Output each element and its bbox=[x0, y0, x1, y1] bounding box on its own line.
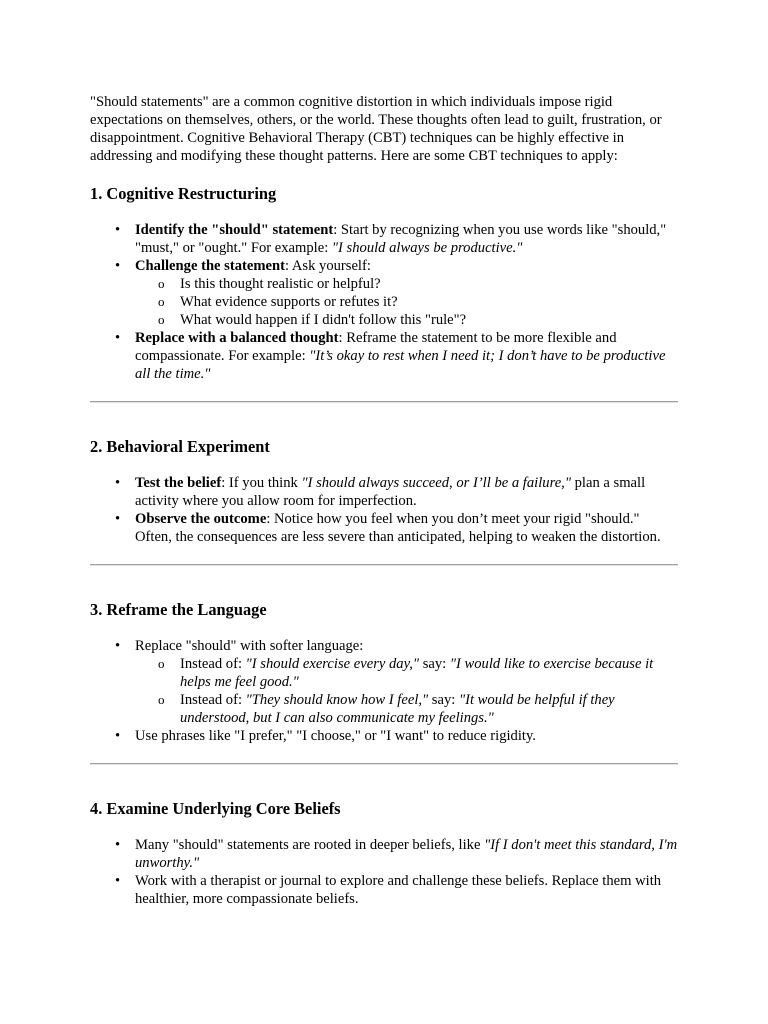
item-text: : Notice how you feel when you don’t meet your rigid "should." Often, the consequences are less severe than anticipated, helping to weaken the distortion. bbox=[135, 511, 661, 545]
item-text: Instead of: bbox=[180, 656, 246, 672]
item-text: : Reframe the statement to be more flexible and compassionate. For example: bbox=[135, 330, 617, 364]
section-divider bbox=[90, 763, 678, 765]
item-text: say: bbox=[419, 656, 450, 672]
document-body bbox=[90, 93, 678, 908]
list-item bbox=[135, 637, 678, 727]
bold-term: Test the belief bbox=[135, 475, 222, 491]
bold-term: Observe the outcome bbox=[135, 511, 267, 527]
sub-list-item: o Is this thought realistic or helpful? bbox=[180, 275, 678, 293]
list-item: • Work with a therapist or journal to explore and challenge these beliefs. Replace them with healthier, more compassionate beliefs. bbox=[135, 872, 678, 908]
item-text: : Start by recognizing when you use words like "should," "must," or "ought." For example: bbox=[135, 222, 667, 256]
list-item bbox=[135, 474, 678, 510]
example-quote: "They should know how I feel," bbox=[245, 692, 429, 708]
list-item bbox=[135, 836, 678, 872]
item-text: Many "should" statements are rooted in deeper beliefs, like bbox=[135, 837, 485, 853]
section-divider bbox=[90, 564, 678, 566]
example-quote: "It would be helpful if they understood, but I can also communicate my feelings." bbox=[180, 692, 615, 726]
example-quote: "I should always succeed, or I’ll be a failure," bbox=[301, 475, 571, 491]
sub-list bbox=[135, 275, 678, 329]
example-quote: "I should exercise every day," bbox=[245, 656, 420, 672]
bold-term: Challenge the statement bbox=[135, 258, 285, 274]
item-text: plan a small activity where you allow room for imperfection. bbox=[135, 475, 646, 509]
sub-list-item bbox=[180, 655, 678, 691]
section-2-list bbox=[90, 474, 678, 546]
section-heading-cognitive-restructuring: 1. Cognitive Restructuring bbox=[90, 184, 277, 203]
section-4-list bbox=[90, 836, 678, 908]
list-item bbox=[135, 329, 678, 383]
list-item: • Use phrases like "I prefer," "I choose," or "I want" to reduce rigidity. bbox=[135, 727, 678, 745]
section-heading-core-beliefs: 4. Examine Underlying Core Beliefs bbox=[90, 799, 341, 818]
sub-list bbox=[135, 655, 678, 727]
sub-list-item: o What would happen if I didn't follow this "rule"? bbox=[180, 311, 678, 329]
intro-paragraph: "Should statements" are a common cognitive distortion in which individuals impose rigid expectations on themselves, others, or the world. These thoughts often lead to guilt, frustration, or disappointment. Cognitive Behavioral Therapy (CBT) techniques can be highly effective in addressing and modifying these thought patterns. Here are some CBT techniques to apply: bbox=[90, 94, 662, 164]
sub-list-item bbox=[180, 691, 678, 727]
item-text: : If you think bbox=[221, 475, 302, 491]
section-1-list bbox=[90, 221, 678, 383]
list-item bbox=[135, 510, 678, 546]
example-quote: "I would like to exercise because it helps me feel good." bbox=[180, 656, 654, 690]
item-text: Instead of: bbox=[180, 692, 246, 708]
section-heading-reframe-language: 3. Reframe the Language bbox=[90, 600, 267, 619]
example-quote: "I should always be productive." bbox=[331, 240, 523, 256]
example-quote: "It’s okay to rest when I need it; I don’t have to be productive all the time." bbox=[135, 348, 666, 382]
bold-term: Identify the "should" statement bbox=[135, 222, 334, 238]
list-item bbox=[135, 257, 678, 329]
sub-list-item: o What evidence supports or refutes it? bbox=[180, 293, 678, 311]
section-heading-behavioral-experiment: 2. Behavioral Experiment bbox=[90, 437, 270, 456]
item-text: : Ask yourself: bbox=[284, 258, 371, 274]
bold-term: Replace with a balanced thought bbox=[135, 330, 339, 346]
example-quote: "If I don't meet this standard, I'm unworthy." bbox=[135, 837, 678, 871]
list-item bbox=[135, 221, 678, 257]
section-3-list bbox=[90, 637, 678, 745]
item-text: Replace "should" with softer language: bbox=[135, 638, 364, 654]
section-divider bbox=[90, 401, 678, 403]
item-text: say: bbox=[428, 692, 459, 708]
